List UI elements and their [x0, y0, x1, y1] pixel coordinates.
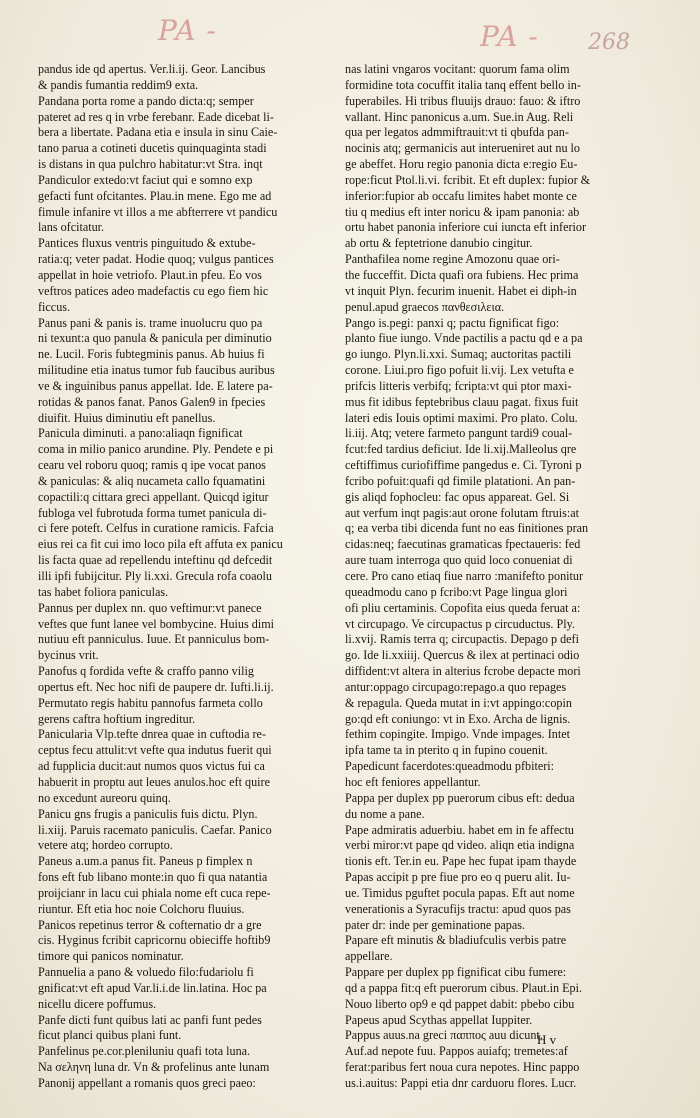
text-line: & repagula. Queda mutat in i:vt appingo:copin: [345, 695, 572, 710]
text-line: tas habet foliora paniculas.: [38, 584, 169, 599]
right-text-column: [345, 62, 670, 1092]
text-line: Na σεληνη luna dr. Vn & profelinus ante lunam: [38, 1060, 270, 1075]
text-line: Panus pani & panis is. trame inuolucru quo pa: [38, 315, 263, 330]
text-line: prifcis litteris verbifq; fcripta:vt qui ptor maxi-: [345, 378, 572, 393]
text-line: timore qui panicos nominatur.: [38, 949, 184, 964]
text-line: li.xiij. Paruis racemato paniculis. Caefar. Panico: [38, 822, 272, 837]
text-line: copactili:q cittara greci appellant. Quicqd igitur: [38, 489, 269, 504]
text-line: ge abeffet. Horu regio panonia dicta e:regio Eu-: [345, 157, 578, 172]
text-line: appellare.: [345, 949, 393, 964]
text-line: ortu habet panonia inferiore cui iuncta eft inferior: [345, 220, 587, 235]
text-line: nutiuu eft panniculus. Iuue. Et panniculus bom-: [38, 632, 270, 647]
text-line: fons eft fub libano monte:in quo fi qua natantia: [38, 870, 268, 885]
text-line: proijcianr in lacu cui phiala nome eft cuca repe-: [38, 885, 271, 900]
text-line: pandus ide qd apertus. Ver.li.ij. Geor. Lancibus: [38, 62, 266, 76]
text-line: go:qd eft coniungo: vt in Exo. Archa de lignis.: [345, 711, 571, 726]
text-line: diffident:vt altera in alterius fcrobe depacte mori: [345, 664, 581, 679]
folio-number: 268: [588, 30, 630, 55]
text-line: ferat:paribus fert noua cura nepotes. Hinc pappo: [345, 1060, 580, 1075]
text-line: ipfa tame ta in pterito q in fupino couenit.: [345, 743, 548, 758]
text-line: cis. Hyginus fcribit capricornu obieciffe hoftib9: [38, 933, 271, 948]
text-line: gerens caftra hoftium ingreditur.: [38, 711, 196, 726]
text-line: the fucceffit. Dicta quafi ora fubiens. Hec prima: [345, 267, 579, 282]
text-line: Pandiculor extedo:vt faciut qui e somno exp: [38, 172, 253, 187]
text-line: Pannus per duplex nn. quo veftimur:vt panece: [38, 600, 262, 615]
text-line: Paneus a.um.a panus fit. Paneus p fimplex n: [38, 854, 253, 869]
text-line: verbi miror:vt pape qd video. aliqn etia indigna: [345, 838, 575, 853]
text-line: veftros patices adeo madefactis cu ego fiem hic: [38, 283, 269, 298]
text-line: Pappa per duplex pp puerorum cibus eft: dedua: [345, 790, 575, 805]
text-line: lis facta quae ad repellendu inteftinu qd defcedit: [38, 553, 273, 568]
text-line: cearu vel roboru quoq; ramis q ipe vocat panos: [38, 458, 266, 473]
left-text-column: [38, 62, 338, 1092]
text-line: Papas accipit p pre fiue pro eo q pueru alit. Iu-: [345, 870, 571, 885]
text-line: & paniculas: & aliq nucameta callo fquamatini: [38, 473, 266, 488]
handwritten-annotation-left: PA -: [158, 14, 217, 47]
text-line: aut verfum inqt pagis:aut orone folutam ftruis:at: [345, 505, 579, 520]
text-line: lateri edis Iouis optimi maximi. Pro plato. Colu.: [345, 410, 578, 425]
text-line: Pango is.pegi: panxi q; pactu fignificat figo:: [345, 315, 560, 330]
text-line: riuntur. Eft etia hoc noie Colchoru fluuius.: [38, 901, 245, 916]
text-line: tano parua a cotineti ducetis quinquaginta stadi: [38, 141, 267, 156]
text-line: Papare eft minutis & bladiufculis verbis patre: [345, 933, 567, 948]
text-line: gefacti funt ofcitantes. Plau.in mene. Ego me ad: [38, 188, 272, 203]
text-line: veftes que funt lanee vel bombycine. Huius dimi: [38, 616, 275, 631]
text-line: ceftiffimus curiofiffime pangedus e. Ci. Tyroni p: [345, 458, 582, 473]
text-line: bera a libertate. Padana etia e insula in sinu Caie-: [38, 125, 278, 140]
text-line: du nome a pane.: [345, 806, 425, 821]
text-line: Panthafilea nome regine Amozonu quae ori-: [345, 252, 560, 267]
text-line: queadmodu cano p fcribo:vt Page lingua glori: [345, 584, 568, 599]
text-line: fimule infanire vt illos a me abfterrere vt pandicu: [38, 204, 278, 219]
text-line: Pappare per duplex pp fignificat cibu fumere:: [345, 965, 567, 980]
text-line: Permutato regis habitu pannofus farmeta collo: [38, 695, 263, 710]
text-line: planto fiue iungo. Vnde pactilis a pactu qd e a pa: [345, 331, 583, 346]
text-line: Panfelinus pe.cor.pleniluniu quafi tota luna.: [38, 1044, 251, 1059]
text-line: ue. Timidus pguftet pocula papas. Eft aut nome: [345, 885, 575, 900]
text-line: Pape admiratis aduerbiu. habet em in fe affectu: [345, 822, 575, 837]
text-line: nocinis atq; germanicis aut interueniret aut nu lo: [345, 141, 580, 156]
text-line: Pannuelia a pano & voluedo filo:fudariolu fi: [38, 965, 254, 980]
text-line: ve & inguinibus panus appellat. Ide. E latere pa-: [38, 378, 273, 393]
text-line: opertus eft. Nec hoc nifi de paupere dr. Iufti.li.ij.: [38, 679, 274, 694]
text-line: gis aliqd fophocleu: fac opus appareat. Gel. Si: [345, 489, 570, 504]
text-line: qd a pappa fit:q eft puerorum cibus. Plaut.in Epi.: [345, 980, 583, 995]
text-line: lans ofcitatur.: [38, 220, 105, 235]
text-line: tiu q medius eft inter noricu & ipam panonia: ab: [345, 204, 580, 219]
text-line: mus fit idibus feptebribus clauu pagat. fixus fuit: [345, 394, 579, 409]
text-line: ad fupplicia ducit:aut numos quos victus fui ca: [38, 759, 265, 774]
text-line: Papedicunt facerdotes:queadmodu pfbiteri:: [345, 759, 555, 774]
text-line: vallant. Hinc panonicus a.um. Sue.in Aug. Reli: [345, 109, 574, 124]
text-line: ficut planci quibus plani funt.: [38, 1028, 182, 1043]
text-line: Panofus q fordida vefte & craffo panno vilig: [38, 664, 254, 679]
text-line: ci fere poteft. Celfus in curatione ramicis. Fafcia: [38, 521, 274, 536]
text-line: Auf.ad nepote fuu. Pappos auiafq; tremetes:af: [345, 1044, 568, 1059]
text-line: vt circupago. Ve circupactus p circuductus. Ply.: [345, 616, 575, 631]
text-line: Panonij appellant a romanis quos greci paeo:: [38, 1076, 256, 1090]
text-line: fubloga vel fubrotuda forma tumet panicula di-: [38, 505, 267, 520]
text-line: pater dr: inde per geminatione papas.: [345, 917, 526, 932]
text-line: venerationis a Syracufijs tractu: apud quos pas: [345, 901, 571, 916]
text-line: penul.apud graecos πανθεσιλεια.: [345, 299, 505, 314]
text-line: Nouo liberto op9 e qd pappet dabit: pbebo cibu: [345, 996, 575, 1011]
text-line: ficcus.: [38, 299, 71, 314]
text-line: pateret ad res q in vrbe ferebanr. Eade dicebat li-: [38, 109, 274, 124]
text-line: Papeus apud Scythas appellat Iuppiter.: [345, 1012, 533, 1027]
text-line: & pandis fumantia reddim9 exta.: [38, 77, 199, 92]
text-line: Pappus auus.na greci παππος auu dicunt.: [345, 1028, 543, 1043]
text-line: nicellu dicere poffumus.: [38, 996, 157, 1011]
text-line: go iungo. Plyn.li.xxi. Sumaq; auctoritas pactili: [345, 347, 572, 362]
text-line: vt inquit Plyn. fecurim inuenit. Habet ei diph-in: [345, 283, 577, 298]
text-line: Panicularia Vlp.tefte dnrea quae in cuftodia re-: [38, 727, 266, 742]
text-line: fcribo pofuit:quafi qd fimile platationi. An pan-: [345, 473, 576, 488]
text-line: Pantices fluxus ventris pinguitudo & extube-: [38, 236, 256, 251]
signature-mark: H v: [537, 1032, 557, 1047]
text-line: inferior:fupior ab occafu limites habet monte ce: [345, 188, 577, 203]
text-line: us.i.auitus: Pappi etia dnr carduoru flores. Lucr.: [345, 1076, 577, 1090]
text-line: ofi pliu certaminis. Copofita eius queda feruat a:: [345, 600, 581, 615]
text-line: ni texunt:a quo panula & panicula per diminutio: [38, 331, 272, 346]
text-line: formidine tota cocuffit italia tanq effent bello in-: [345, 77, 581, 92]
text-line: ratia:q; veter padat. Hodie quoq; vulgus pantices: [38, 252, 274, 267]
text-line: habuerit in proptu aut leues anulos.hoc eft quire: [38, 774, 270, 789]
text-line: ne. Lucil. Foris fubtegminis panus. Ab huius fi: [38, 347, 265, 362]
text-line: Panicula diminuti. a pano:aliaqn fignificat: [38, 426, 243, 441]
text-line: vetere atq; hordeo corrupto.: [38, 838, 173, 853]
text-line: illi ipfi fubijcitur. Ply li.xxi. Grecula rofa coaolu: [38, 569, 272, 583]
text-line: tionis eft. Ter.in eu. Pape hec fupat ipam thayde: [345, 854, 577, 869]
text-line: rope:ficut Ptol.li.vi. fcribit. Et eft duplex: fupior &: [345, 172, 591, 187]
text-line: antur:oppago circupago:repago.a quo repages: [345, 679, 567, 694]
text-line: corone. Liui.pro figo pofuit li.vij. Lex vetufta e: [345, 363, 574, 378]
text-line: is distans in qua pulchro habitatur:vt Stra. inqt: [38, 157, 263, 172]
text-line: aure tuam interroga quo quid loco conueniat di: [345, 553, 573, 568]
text-line: Panicu gns frugis a paniculis fuis dictu. Plyn.: [38, 806, 258, 821]
text-line: no excedunt aureoru quinq.: [38, 790, 171, 805]
text-line: fcut:fed tardius deficiut. Ide li.xij.Malleolus qre: [345, 442, 577, 457]
text-line: rotidas & panos fanat. Panos Galen9 in fpecies: [38, 394, 266, 409]
text-line: diuifit. Huius diminutiu eft panellus.: [38, 410, 216, 425]
text-line: cidas:neq; faecutinas gramaticas fpectaueris: fed: [345, 537, 581, 552]
text-line: gnificat:vt eft apud Var.li.i.de lin.latina. Hoc pa: [38, 980, 267, 995]
text-line: ceptus fecu attulit:vt vefte qua indutus fuerit qui: [38, 743, 272, 758]
text-line: Panicos repetinus terror & cofternatio dr a gre: [38, 917, 262, 932]
text-line: q; ea verba tibi dicenda funt no eas finitiones pran: [345, 521, 589, 536]
text-line: fethim copingite. Impigo. Vnde impages. Intet: [345, 727, 571, 742]
text-line: eius rei ca fit cui imo loco pila eft affuta ex panicu: [38, 537, 283, 552]
text-line: qua per legatos admmiftrauit:vt ti qbufda pan-: [345, 125, 569, 140]
text-line: Panfe dicti funt quibus lati ac panfi funt pedes: [38, 1012, 262, 1027]
text-line: li.iij. Atq; vetere farmeto pangunt tardi9 coual-: [345, 426, 573, 441]
handwritten-annotation-right: PA -: [480, 20, 539, 53]
text-line: nas latini vngaros vocitant: quorum fama olim: [345, 62, 570, 76]
text-line: hoc eft feniores appellantur.: [345, 774, 481, 789]
text-line: militudine etia inatus tumor fub faucibus auribus: [38, 363, 275, 378]
text-line: go. Ide li.xxiiij. Quercus & ilex at pertinaci odio: [345, 648, 580, 663]
text-line: coma in milio panico arundine. Ply. Pendete e pi: [38, 442, 274, 457]
text-line: appellat in hoie vetriofo. Plaut.in pfeu. Eo vos: [38, 267, 262, 282]
text-line: ab ortu & feptetrione danubio cingitur.: [345, 236, 533, 251]
text-line: fuperabiles. Hi tribus fluuijs drauo: fauo: & iftro: [345, 93, 581, 108]
text-line: Pandana porta rome a pando dicta:q; semper: [38, 93, 254, 108]
text-line: cere. Pro cano etiaq fiue narro :manifefto ponitur: [345, 569, 583, 583]
text-line: bycinus vrit.: [38, 648, 99, 663]
text-line: li.xvij. Ramis terra q; circupactis. Depago p defi: [345, 632, 579, 647]
